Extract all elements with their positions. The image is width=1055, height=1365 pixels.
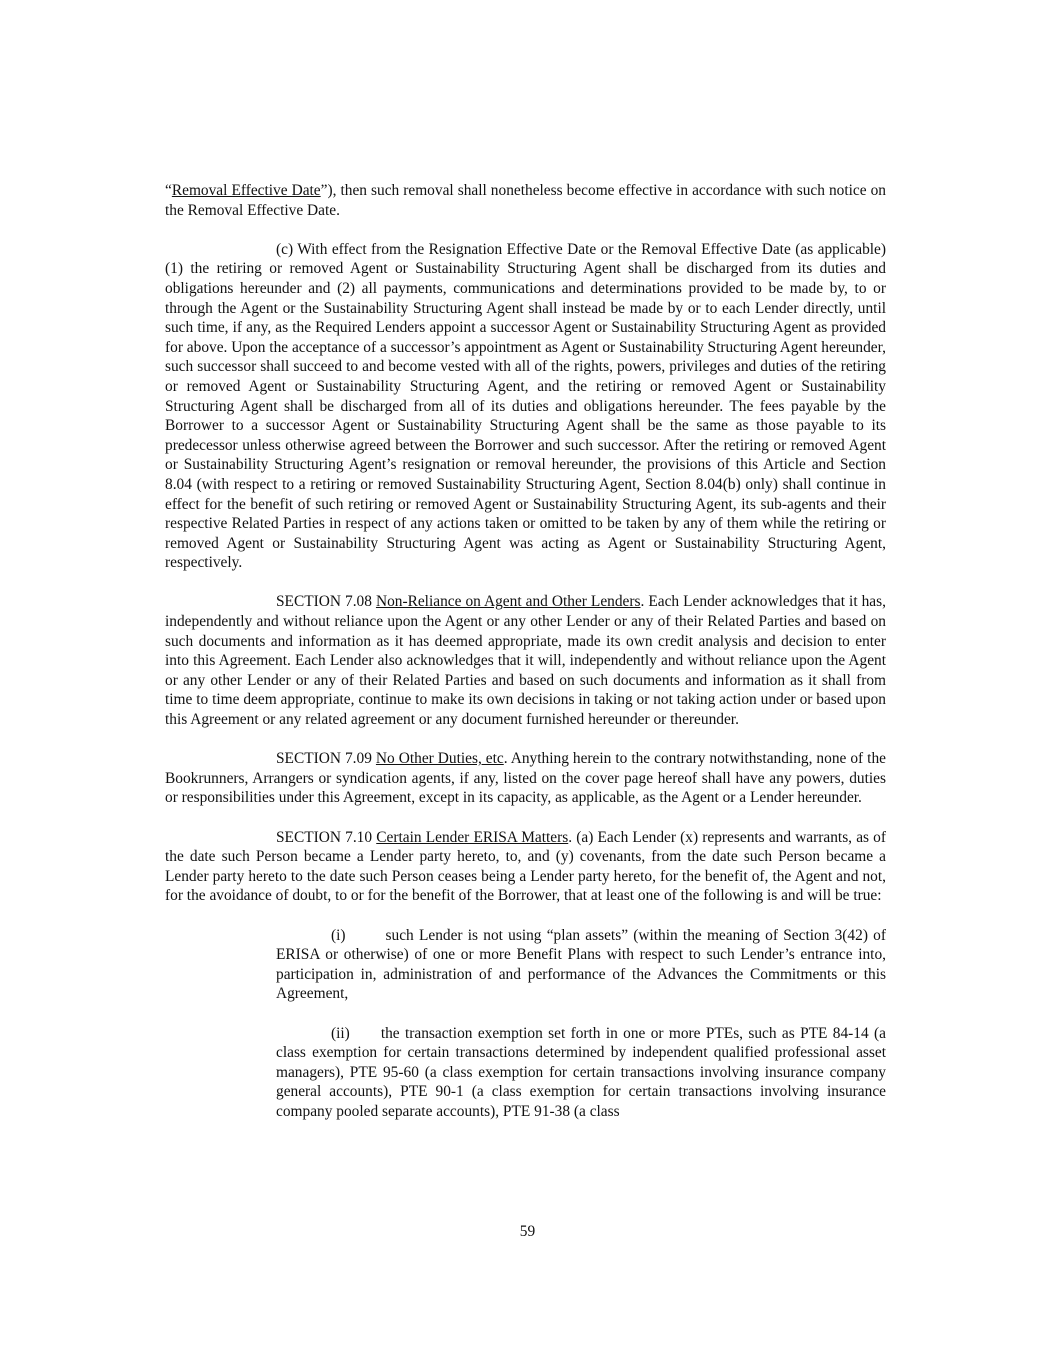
paragraph-removal-effective-date: [165, 181, 886, 220]
section-body: . Anything herein to the contrary notwithstanding, none of the Bookrunners, Arrangers or syndication agents, if any, listed on the cover page hereof shall have any powers, duties or responsibilities under this Agreement, except in its capacity, as applicable, as the Agent or a Lender hereunder.: [165, 750, 886, 807]
open-quote: “: [165, 182, 172, 199]
section-title: Certain Lender ERISA Matters: [376, 828, 569, 846]
list-item-i: [276, 926, 886, 1004]
section-title: No Other Duties, etc: [375, 750, 504, 768]
section-title: Non-Reliance on Agent and Other Lenders: [375, 593, 641, 611]
section-label: SECTION 7.10: [276, 828, 377, 846]
section-7-08: [165, 592, 886, 729]
paragraph-text: ”), then such removal shall nonetheless become effective in accordance with such notice on the Removal Effective Date.: [165, 182, 886, 219]
defined-term-removal-effective-date: Removal Effective Date: [171, 182, 321, 199]
section-label: SECTION 7.08: [276, 593, 376, 611]
list-marker: (ii): [331, 1024, 350, 1042]
page-number: 59: [519, 1223, 536, 1240]
paragraph-c-effect-of-resignation: (c) With effect from the Resignation Effective Date or the Removal Effective Date (as applicable) (1) the retiring or removed Agent or Sustainability Structuring Agent shall be discharged from its duties and obligations hereunder and (2) all payments, communications and determinations provided to be made by, to or through the Agent or the Sustainability Structuring Agent shall instead be made by or to each Lender directly, until such time, if any, as the Required Lenders appoint a successor Agent or Sustainability Structuring Agent as provided for above. Upon the acceptance of a successor’s appointment as Agent or Sustainability Structuring Agent hereunder, such successor shall succeed to and become vested with all of the rights, powers, privileges and duties of the retiring or removed Agent or Sustainability Structuring Agent, and the retiring or removed Agent or Sustainability Structuring Agent shall be discharged from all of its duties and obligations hereunder. The fees payable by the Borrower to a successor Agent or Sustainability Structuring Agent shall be the same as those payable to its predecessor unless otherwise agreed between the Borrower and such successor. After the retiring or removed Agent or Sustainability Structuring Agent’s resignation or removal hereunder, the provisions of this Article and Section 8.04 (with respect to a retiring or removed Sustainability Structuring Agent, Section 8.04(b) only) shall continue in effect for the benefit of such retiring or removed Agent or Sustainability Structuring Agent, its sub-agents and their respective Related Parties in respect of any actions taken or omitted to be taken by any of them while the retiring or removed Agent or Sustainability Structuring Agent was acting as Agent or Sustainability Structuring Agent, respectively.: [165, 240, 886, 572]
list-item-text: the transaction exemption set forth in one or more PTEs, such as PTE 84-14 (a class exemption for certain transactions determined by independent qualified professional asset managers), PTE 95-60 (a class exemption for certain transactions involving insurance company general accounts), PTE 90-1 (a class exemption for certain transactions involving insurance company pooled separate accounts), PTE 91-38 (a class: [276, 1024, 886, 1120]
section-body: . (a) Each Lender (x) represents and warrants, as of the date such Person became a Lender party hereto, to, and (y) covenants, from the date such Person became a Lender party hereto to the date such Person ceases being a Lender party hereto, for the benefit of, the Agent and not, for the avoidance of doubt, to or for the benefit of the Borrower, that at least one of the following is and will be true:: [165, 828, 886, 905]
list-item-text: such Lender is not using “plan assets” (within the meaning of Section 3(42) of ERISA or otherwise) of one or more Benefit Plans with respect to such Lender’s entrance into, participation in, administration of and performance of the Advances the Commitments or this Agreement,: [276, 926, 886, 1003]
document-body: [165, 181, 886, 1141]
section-7-10: [165, 828, 886, 906]
section-body: . Each Lender acknowledges that it has, independently and without reliance upon the Agent or any other Lender or any of their Related Parties and based on such documents and information as it has deemed appropriate, made its own credit analysis and decision to enter into this Agreement. Each Lender also acknowledges that it will, independently and without reliance upon the Agent or any other Lender or any of their Related Parties and based on such documents and information as it shall from time to time deem appropriate, continue to make its own decisions in taking or not taking action under or based upon this Agreement or any related agreement or any document furnished hereunder or thereunder.: [165, 593, 886, 729]
section-label: SECTION 7.09: [276, 750, 376, 768]
section-7-09: [165, 749, 886, 808]
list-marker: (i): [331, 926, 346, 944]
list-item-ii: [276, 1024, 886, 1122]
